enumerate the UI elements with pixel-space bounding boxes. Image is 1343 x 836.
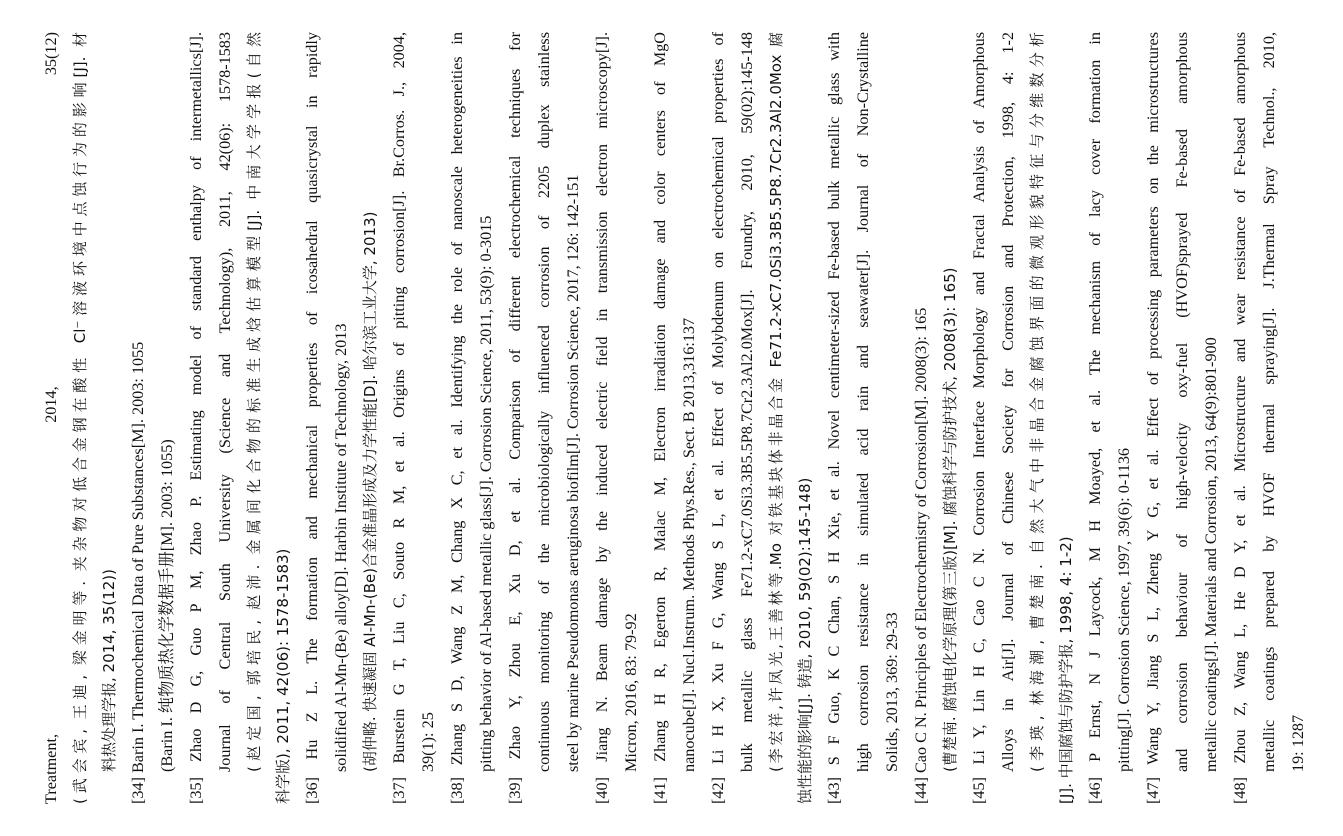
reference-line: [34] Barin I. Thermochemical Data of Pure Substances[M]. 2003: 1055 [129, 341, 147, 804]
reference-entry [965, 32, 1081, 804]
reference-list [37, 32, 1313, 804]
reference-line: [47] Wang Y, Jiang S L, Zheng Y G, et al. Effect of processing parameters on the microstructures [1144, 32, 1162, 804]
reference-line: [42] Li H X, Xu F G, Wang S L, et al. Effect of Molybdenum on electrochemical properties of [709, 32, 727, 804]
reference-entry [907, 32, 965, 804]
reference-line: 料热处理学报, 2014, 35(12)) [100, 569, 118, 772]
reference-line: [43] S F Guo, K C Chan, S H Xie, et al. Novel centimeter-sized Fe-based bulk metallic glass with [825, 32, 843, 804]
reference-line: (李瑛, 林海潮, 曹楚南. 自然大气中非晶合金腐蚀界面的微观形貌特征与分维数分析 [1028, 32, 1046, 772]
reference-line: Micron, 2016, 83: 79-92 [622, 613, 640, 772]
reference-line: [44] Cao C N. Principles of Electrochemistry of Corrosion[M]. 2008(3): 165 [912, 307, 930, 804]
reference-line: steel by marine Pseudomonas aeruginosa biofilm[J]. Corrosion Science, 2017, 126: 142-151 [564, 174, 582, 772]
reference-entry [646, 32, 704, 804]
reference-line: metallic coatings[J]. Materials and Corrosion, 2013, 64(9):801-900 [1202, 337, 1220, 772]
reference-line: [38] Zhang S D, Wang Z M, Chang X C, et al. Identifying the role of nanoscale heterogeneities in [448, 32, 466, 804]
reference-line: nanocube[J]. Nucl.Instrum. Methods Phys.Res., Sect. B 2013,316:137 [680, 317, 698, 772]
reference-line: [45] Li Y, Lin H C, Cao C N. Corrosion Interface Morphology and Fractal Analysis of Amorphous [970, 32, 988, 804]
reference-line: [37] Burstein G T, Liu C, Souto R M, et al. Origins of pitting corrosion[J]. Br.Corros. J., 2004, [390, 32, 408, 804]
reference-line: [35] Zhao D G, Guo P M, Zhao P. Estimating model of standard enthalpy of intermetallics[J]. [187, 32, 205, 804]
reference-entry [182, 32, 298, 804]
reference-entry [298, 32, 385, 804]
reference-entry [704, 32, 820, 804]
reference-line: metallic coatings prepared by HVOF thermal spraying[J]. J.Thermal Spray Technol., 2010, [1260, 32, 1278, 772]
reference-line: (胡仲略. 快速凝固 Al-Mn-(Be)合金准晶形成及力学性能[D]. 哈尔滨工业大学, 2013) [361, 211, 379, 772]
reference-line: [40] Jiang N. Beam damage by the induced electric field in transmission electron microscopy[J]. [593, 32, 611, 804]
reference-line: Solids, 2013, 369: 29-33 [883, 612, 901, 772]
reference-line: (曹楚南. 腐蚀电化学原理(第三版)[M]. 腐蚀科学与防护技术, 2008(3): 165) [941, 267, 959, 772]
reference-line: [41] Zhang H R, Egerton R, Malac M, Electron irradiation damage and color centers of MgO [651, 32, 669, 804]
reference-line: 科学版), 2011, 42(06): 1578-1583) [274, 548, 292, 804]
reference-line: Treatment, 2014, 35(12) [42, 32, 60, 804]
reference-line: [46] P Ernst, N J Laycock, M H Moayed, et al. The mechanism of lacy cover formation in [1086, 32, 1104, 804]
reference-line: 蚀性能的影响[J]. 铸造, 2010, 59(02):145-148) [796, 477, 814, 804]
reference-line: (武会宾, 王迪, 梁金明等. 夹杂物对低合金钢在酸性 Cl⁻溶液环境中点蚀行为的影响[J]. 材 [71, 32, 89, 804]
reference-line: (Barin I. 纯物质热化学数据手册[M]. 2003: 1055) [158, 439, 176, 772]
reference-line: [39] Zhao Y, Zhou E, Xu D, et al. Comparison of different electrochemical techniques for [506, 32, 524, 804]
reference-line: [36] Hu Z L. The formation and mechanical properties of icosahedral quasicrystal in rapidly [303, 32, 321, 804]
reference-line: bulk metallic glass Fe71.2-xC7.0Si3.3B5.5P8.7Cr2.3Al2.0Mox[J]. Foundry, 2010, 59(02):145-148 [738, 32, 756, 772]
reference-line: [48] Zhou Z, Wang L, He D Y, et al. Microstructure and wear resistance of Fe-based amorphous [1231, 32, 1249, 804]
reference-entry [443, 32, 501, 804]
reference-entry [1139, 32, 1226, 804]
reference-line: solidified Al-Mn-(Be) alloy[D]. Harbin Institute of Technology, 2013 [332, 323, 350, 772]
reference-line: 19: 1287 [1289, 714, 1307, 772]
reference-line: (李宏祥,许凤光,王善林等.Mo 对铁基块体非晶合金 Fe71.2-xC7.0Si3.3B5.5P8.7Cr2.3Al2.0Mox 腐 [767, 32, 785, 772]
reference-entry [820, 32, 907, 804]
reference-entry [501, 32, 588, 804]
reference-line: pitting[J]. Corrosion Science, 1997, 39(6): 0-1136 [1115, 447, 1133, 772]
reference-line: 39(1): 25 [419, 712, 437, 772]
reference-entry [588, 32, 646, 804]
reference-line: and corrosion behaviour of high-velocity oxy-fuel (HVOF)sprayed Fe-based amorphous [1173, 32, 1191, 772]
reference-line: [J]. 中国腐蚀与防护学报, 1998, 4: 1-2) [1057, 536, 1075, 804]
reference-line: (赵定国, 郭培民, 赵沛. 金属间化合物的标准生成焓估算模型[J]. 中南大学学报(自然 [245, 32, 263, 772]
reference-entry [124, 32, 182, 804]
reference-line: continuous monitoring of the microbiologically influenced corrosion of 2205 duplex stainless [535, 32, 553, 772]
reference-line: high corrosion resistance in simulated acid rain and seawater[J]. Journal of Non-Crystalline [854, 32, 872, 772]
reference-entry [1081, 32, 1139, 804]
reference-entry [37, 32, 124, 804]
reference-line: Journal of Central South University (Science and Technology), 2011, 42(06): 1578-1583 [216, 32, 234, 772]
reference-line: pitting behavior of Al-based metallic glass[J]. Corrosion Science, 2011, 53(9): 0-3015 [477, 215, 495, 772]
reference-entry [385, 32, 443, 804]
reference-entry [1226, 32, 1313, 804]
reference-line: Alloys in Air[J]. Journal of Chinese Society for Corrosion and Protection, 1998, 4: 1-2 [999, 32, 1017, 772]
